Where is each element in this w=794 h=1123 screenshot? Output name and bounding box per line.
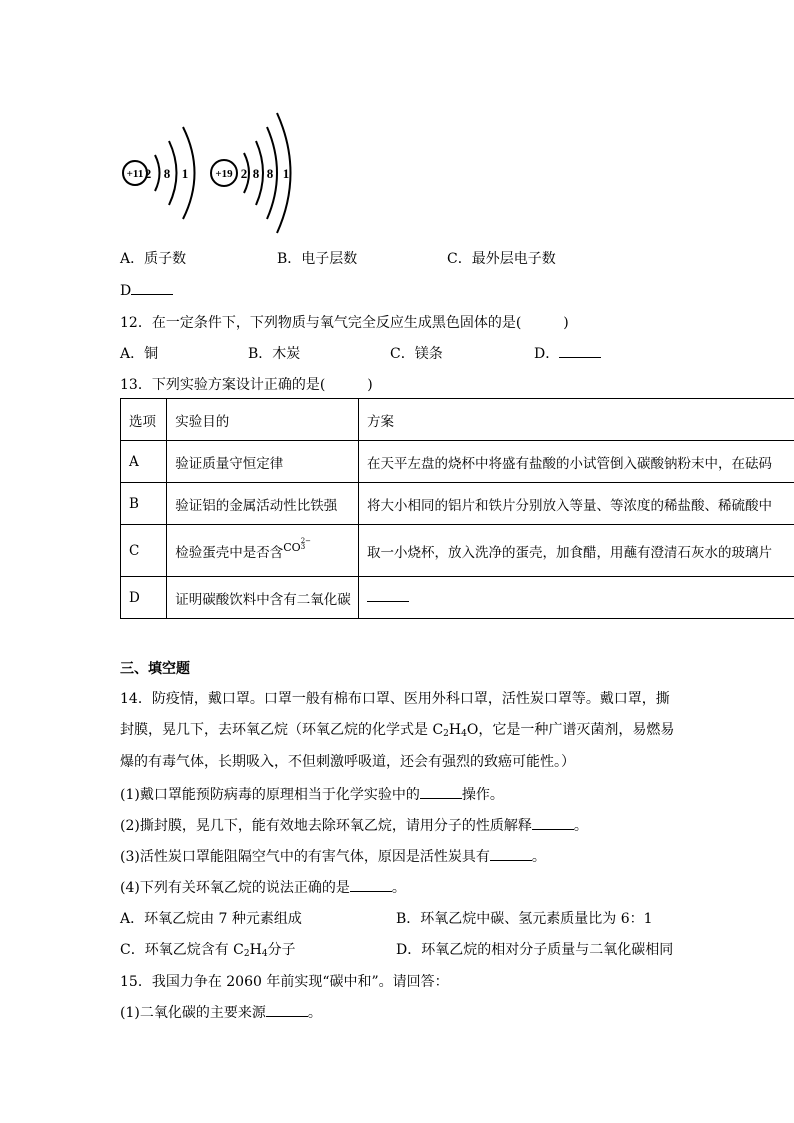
k-nucleus-label: +19 <box>215 168 233 180</box>
q12-option-d <box>534 343 601 363</box>
header-goal: 实验目的 <box>167 399 359 441</box>
row-c-plan: 取一小烧杯，放入洗净的蛋壳，加食醋，用蘸有澄清石灰水的玻璃片 <box>359 525 794 577</box>
q14-part-3-text: (3)活性炭口罩能阻隔空气中的有害气体，原因是活性炭具有 <box>120 849 490 865</box>
q13-table <box>120 398 794 619</box>
k-shell-4-count: 1 <box>282 166 290 181</box>
q14-line-2-part-a: 封膜，晃几下，去环氧乙烷（环氧乙烷的化学式是 C <box>120 722 444 738</box>
q14-option-b: B．环氧乙烷中碳、氢元素质量比为 6：1 <box>396 911 653 927</box>
q14-part-1-text: (1)戴口罩能预防病毒的原理相当于化学实验中的 <box>120 787 420 803</box>
q14-line-2-part-b: H <box>448 722 462 738</box>
atom-structure-diagram <box>112 105 302 240</box>
q14-part-1 <box>120 784 504 804</box>
q14-part-4-tail: 。 <box>391 880 406 896</box>
q14-line-2: 封膜，晃几下，去环氧乙烷（环氧乙烷的化学式是 $C_2H_4O$，它是一种广谱灭菌剂，易燃易 <box>120 722 675 739</box>
q12-option-d-label: D． <box>534 346 560 362</box>
row-b-option: B <box>121 483 167 525</box>
carbonate-formula-co: CO <box>283 540 301 554</box>
q14-line-2-part-c: O，它是一种广谱灭菌剂，易燃易 <box>466 722 675 738</box>
row-c-goal-text: 检验蛋壳中是否含 <box>175 544 284 561</box>
k-shell-1-count: 2 <box>240 166 248 181</box>
row-b-plan: 将大小相同的铝片和铁片分别放入等量、等浓度的稀盐酸、稀硫酸中 <box>359 483 794 525</box>
q14-part-3 <box>120 846 546 866</box>
na-shell-1 <box>155 155 160 191</box>
header-plan: 方案 <box>359 399 794 441</box>
q14-line-3: 爆的有毒气体，长期吸入，不但刺激呼吸道，还会有强烈的致癌可能性。） <box>120 754 575 770</box>
q14-line-1: 14．防疫情，戴口罩。口罩一般有棉布口罩、医用外科口罩，活性炭口罩等。戴口罩，撕 <box>120 691 670 707</box>
q15-stem: 15．我国力争在 2060 年前实现“碳中和”。请回答： <box>120 974 449 990</box>
header-option: 选项 <box>121 399 167 441</box>
row-c-option: C <box>121 525 167 577</box>
q14-part-2-text: (2)撕封膜，晃几下，能有效地去除环氧乙烷，请用分子的性质解释 <box>120 818 532 834</box>
q11-option-b: B．电子层数 <box>277 251 358 267</box>
q15-part-1-tail: 。 <box>307 1005 322 1021</box>
q12-option-b: B．木炭 <box>248 346 301 362</box>
k-shell-3-count: 8 <box>266 166 274 181</box>
q11-option-d <box>120 282 173 299</box>
q14-part-3-tail: 。 <box>531 849 546 865</box>
row-a-plan: 在天平左盘的烧杯中将盛有盐酸的小试管倒入碳酸钠粉末中，在砝码 <box>359 441 794 483</box>
q11-option-a: A．质子数 <box>120 251 187 267</box>
row-a-goal: 验证质量守恒定律 <box>167 441 359 483</box>
na-nucleus-label: +11 <box>126 168 144 180</box>
carbonate-formula: CO2− 3 <box>283 536 312 554</box>
q14-part-3-blank[interactable] <box>490 848 532 861</box>
table-header-row <box>121 399 794 441</box>
na-shell-3-count: 1 <box>181 166 189 181</box>
q14-option-c-part-a: C．环氧乙烷含有 C <box>120 942 244 958</box>
row-a-option: A <box>121 441 167 483</box>
table-row <box>121 577 794 619</box>
q14-option-d: D．环氧乙烷的相对分子质量与二氧化碳相同 <box>396 942 674 958</box>
q13-d-answer-blank[interactable] <box>367 589 409 602</box>
q14-option-a: A．环氧乙烷由 7 种元素组成 <box>120 911 302 927</box>
q14-part-1-blank[interactable] <box>420 786 462 799</box>
row-d-plan <box>359 577 794 619</box>
q12-option-a: A．铜 <box>120 346 159 362</box>
row-d-goal: 证明碳酸饮料中含有二氧化碳 <box>167 577 359 619</box>
na-shell-1-count: 2 <box>144 166 152 181</box>
q14-part-4-text: (4)下列有关环氧乙烷的说法正确的是 <box>120 880 350 896</box>
section-heading: 三、填空题 <box>120 661 190 677</box>
q15-part-1-text: (1)二氧化碳的主要来源 <box>120 1005 266 1021</box>
q14-part-4-blank[interactable] <box>350 879 392 892</box>
q14-part-2 <box>120 815 588 835</box>
row-c-goal <box>167 525 359 577</box>
row-d-option: D <box>121 577 167 619</box>
q12-answer-blank[interactable] <box>559 345 601 358</box>
table-row <box>121 441 794 483</box>
q12-stem: 12．在一定条件下，下列物质与氧气完全反应生成黑色固体的是( ) <box>120 315 569 331</box>
q11-answer-blank[interactable] <box>131 282 173 295</box>
q14-option-c-part-c: 分子 <box>267 942 296 958</box>
q15-part-1-blank[interactable] <box>266 1004 308 1017</box>
table-row <box>121 525 794 577</box>
q14-part-2-tail: 。 <box>573 818 588 834</box>
q14-part-2-blank[interactable] <box>532 817 574 830</box>
q11-option-d-label: D <box>120 283 132 299</box>
q11-option-c: C．最外层电子数 <box>447 251 556 267</box>
q14-option-c: C．环氧乙烷含有 $C_2H_4$分子 <box>120 942 296 959</box>
q15-part-1 <box>120 1002 322 1022</box>
table-row <box>121 483 794 525</box>
na-shell-2-count: 8 <box>163 166 171 181</box>
q13-stem: 13．下列实验方案设计正确的是( ) <box>120 377 373 393</box>
row-b-goal: 验证铝的金属活动性比铁强 <box>167 483 359 525</box>
q14-part-1-tail: 操作。 <box>461 787 504 803</box>
q14-option-c-part-b: H <box>249 942 262 958</box>
k-shell-2-count: 8 <box>252 166 260 181</box>
q14-part-4 <box>120 877 406 897</box>
q12-option-c: C．镁条 <box>390 346 443 362</box>
